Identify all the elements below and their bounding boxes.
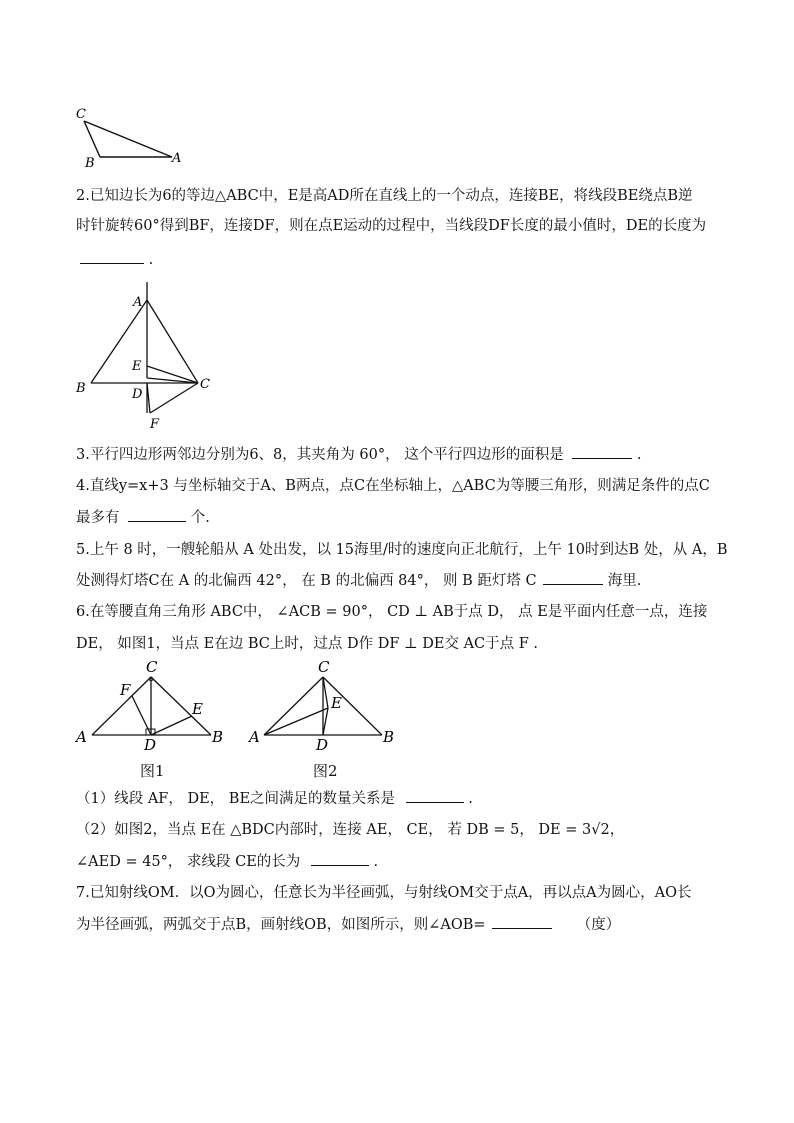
- answer-blank: [543, 570, 603, 585]
- answer-blank: [128, 507, 186, 522]
- answer-blank: [311, 851, 369, 866]
- answer-blank: [406, 788, 464, 803]
- q6-sub1: [76, 788, 473, 809]
- q7-line2: [76, 914, 620, 935]
- label-C: C: [146, 658, 158, 676]
- q5-line2: [76, 570, 641, 591]
- triangle-figure-6b: [245, 656, 405, 756]
- q2-line2: 时针旋转60°得到BF，连接DF，则在点E运动的过程中，当线段DF长度的最小值时，DE的长度为: [76, 218, 707, 234]
- q2-period: .: [148, 252, 154, 268]
- label-E: E: [132, 359, 142, 374]
- q6-sub2-period: .: [373, 854, 379, 870]
- triangle-figure-6a: [70, 656, 235, 756]
- q2-line1: 2.已知边长为6的等边△ABC中，E是高AD所在直线上的一个动点，连接BE，将线段BE绕点B逆: [76, 188, 693, 204]
- q6-sub2-line2: [76, 851, 378, 872]
- label-E: E: [331, 694, 342, 712]
- label-D: D: [132, 387, 143, 402]
- q4-line1: 4.直线y=x+3 与坐标轴交于A、B两点，点C在坐标轴上，△ABC为等腰三角形，则满足条件的点C: [76, 478, 710, 494]
- q5-unit: 海里.: [607, 573, 642, 589]
- label-A: A: [249, 728, 260, 746]
- triangle-figure-2: [70, 278, 220, 433]
- label-A: A: [76, 728, 87, 746]
- q4-text: 最多有: [76, 510, 120, 526]
- q3-line: [76, 444, 642, 465]
- q3-text: 3.平行四边形两邻边分别为6、8，其夹角为 60°， 这个平行四边形的面积是: [76, 447, 564, 463]
- label-C: C: [318, 658, 330, 676]
- answer-blank: [492, 914, 552, 929]
- q2-line3: [80, 249, 153, 270]
- label-D: D: [316, 736, 329, 754]
- q5-text: 处测得灯塔C在 A 的北偏西 42°， 在 B 的北偏西 84°， 则 B 距灯塔 C: [76, 573, 537, 589]
- label-B: B: [383, 728, 395, 746]
- label-A: A: [133, 295, 143, 310]
- q6-sub1-text: （1）线段 AF， DE， BE之间满足的数量关系是: [76, 791, 396, 807]
- label-B: B: [76, 381, 86, 396]
- q4-line2: [76, 507, 210, 528]
- answer-blank: [572, 444, 632, 459]
- q6-line2: DE， 如图1，当点 E在边 BC上时，过点 D作 DF ⊥ DE交 AC于点 F .: [76, 636, 539, 652]
- q7-unit: （度）: [576, 917, 621, 933]
- figure-caption-2: 图2: [313, 762, 338, 780]
- q6-line1: 6.在等腰直角三角形 ABC中， ∠ACB = 90°， CD ⊥ AB于点 D， 点 E是平面内任意一点，连接: [76, 604, 708, 620]
- label-A: A: [172, 151, 182, 166]
- label-B: B: [212, 728, 224, 746]
- label-B: B: [85, 156, 95, 170]
- label-E: E: [192, 700, 203, 718]
- q4-unit: 个.: [190, 510, 210, 526]
- answer-blank: [80, 249, 144, 264]
- q5-line1: 5.上午 8 时，一艘轮船从 A 处出发，以 15海里/时的速度向正北航行，上午 10时到达B 处，从 A，B: [76, 542, 728, 558]
- q6-sub2-text: ∠AED = 45°， 求线段 CE的长为: [76, 854, 301, 870]
- figure-caption-1: 图1: [140, 762, 165, 780]
- q6-sub2-line1: （2）如图2，当点 E在 △BDC内部时，连接 AE， CE， 若 DB = 5， DE = 3√2，: [76, 822, 625, 838]
- q3-period: .: [636, 447, 642, 463]
- q6-sub1-period: .: [468, 791, 473, 807]
- q7-line1: 7.已知射线OM．以O为圆心，任意长为半径画弧，与射线OM交于点A，再以点A为圆心，AO长: [76, 885, 692, 901]
- triangle-figure-1: [70, 100, 190, 170]
- label-D: D: [144, 736, 157, 754]
- q7-text: 为半径画弧，两弧交于点B，画射线OB，如图所示，则∠AOB=: [76, 917, 486, 933]
- label-C: C: [76, 107, 86, 122]
- label-F: F: [150, 417, 160, 432]
- label-C: C: [200, 377, 210, 392]
- label-F: F: [120, 681, 131, 699]
